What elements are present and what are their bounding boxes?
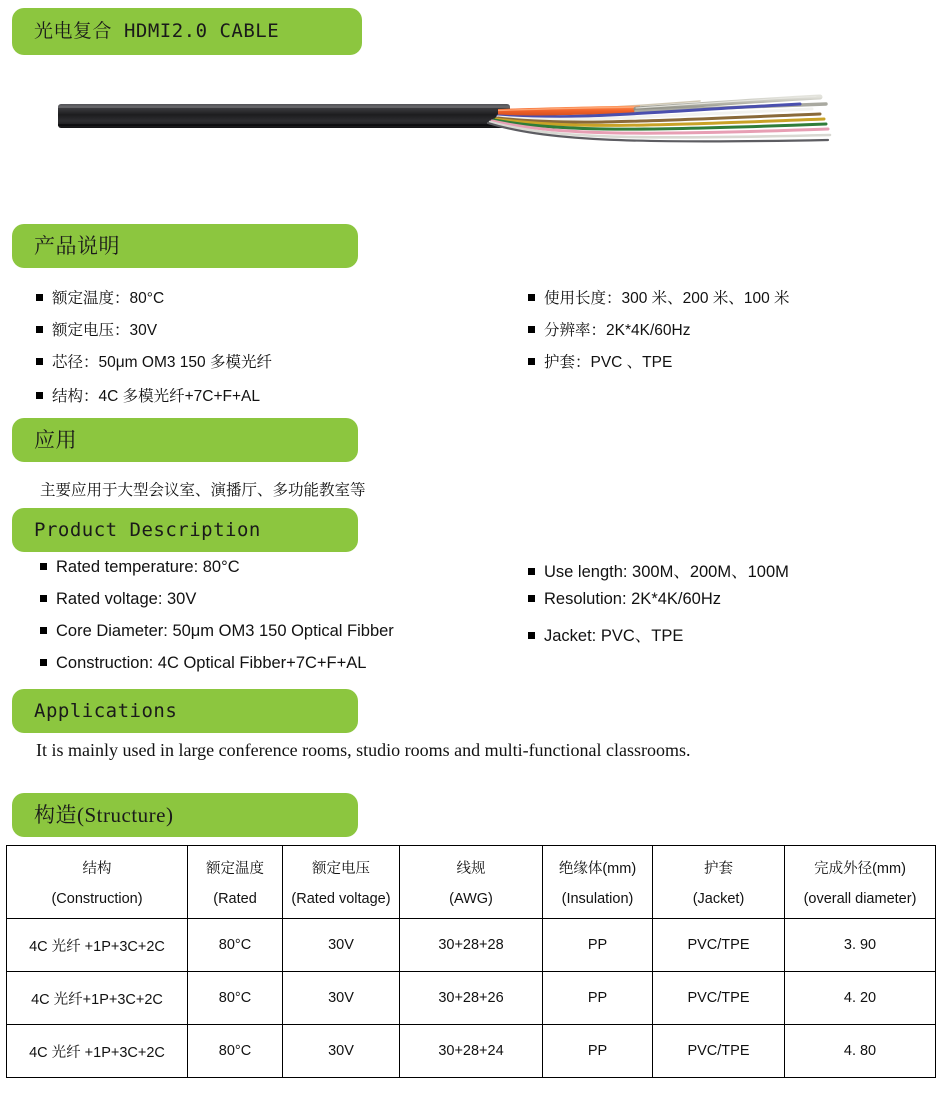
list-item-label: Construction: 4C Optical Fibber+7C+F+AL [56,654,367,672]
header-en: (Insulation) [561,891,634,907]
list-item [528,590,789,622]
header-en: (Rated voltage) [291,891,391,907]
header-en: (Jacket) [692,891,745,907]
cell-rated-voltage: 30V [283,919,400,972]
square-bullet-icon [528,294,535,301]
section-header-applications-en [12,689,358,733]
list-item [528,558,789,590]
square-bullet-icon [36,326,43,333]
page-title-bar [12,8,362,55]
table-row [7,1025,936,1078]
table-header-awg [400,846,543,919]
list-item [36,350,272,384]
list-item [40,654,394,686]
table-row [7,919,936,972]
list-item-label: Rated temperature: 80°C [56,558,240,576]
square-bullet-icon [528,568,535,575]
section-header-label: 构造(Structure) [34,802,174,827]
header-en: (AWG) [449,891,493,907]
cell-rated-temperature: 80°C [188,1025,283,1078]
product-image [0,80,941,185]
list-item [40,622,394,654]
cell-insulation: PP [543,1025,653,1078]
list-item [528,350,790,384]
header-cn: 绝缘体(mm) [558,861,637,877]
list-item-label: 分辨率：2K*4K/60Hz [544,322,691,339]
header-cn: 线规 [456,861,486,877]
cell-jacket: PVC/TPE [653,1025,785,1078]
square-bullet-icon [528,632,535,639]
square-bullet-icon [528,326,535,333]
section-header-product-description-cn [12,224,358,268]
list-item [36,384,272,416]
list-item [40,558,394,590]
section-header-structure [12,793,358,837]
square-bullet-icon [528,358,535,365]
square-bullet-icon [40,563,47,570]
applications-en-body: It is mainly used in large conference rooms, studio rooms and multi-functional classrooms. [36,740,691,760]
list-item-label: Use length: 300M、200M、100M [544,563,789,581]
product-description-cn-left-list [36,286,272,416]
table-header-insulation [543,846,653,919]
cell-jacket: PVC/TPE [653,972,785,1025]
header-cn: 护套 [704,861,733,877]
applications-cn-body: 主要应用于大型会议室、演播厅、多功能教室等 [40,482,366,499]
list-item-label: 护套：PVC 、TPE [544,354,673,371]
page-title: 光电复合 HDMI2.0 CABLE [34,20,280,42]
header-en: (Construction) [51,891,143,907]
cell-construction: 4C 光纤 +1P+3C+2C [7,1025,188,1078]
product-description-en-right-list [528,558,789,654]
cell-insulation: PP [543,972,653,1025]
cell-insulation: PP [543,919,653,972]
header-cn: 额定电压 [312,861,370,877]
table-header-rated-voltage [283,846,400,919]
square-bullet-icon [36,392,43,399]
square-bullet-icon [40,595,47,602]
section-header-product-description-en [12,508,358,552]
list-item [528,622,789,654]
cell-rated-voltage: 30V [283,1025,400,1078]
cell-construction: 4C 光纤+1P+3C+2C [7,972,188,1025]
product-description-cn-right-list [528,286,790,384]
square-bullet-icon [528,595,535,602]
cell-overall-diameter: 3. 90 [785,919,936,972]
section-header-label: Product Description [34,518,261,541]
cell-jacket: PVC/TPE [653,919,785,972]
list-item-label: 芯径：50μm OM3 150 多模光纤 [52,354,272,371]
cell-overall-diameter: 4. 20 [785,972,936,1025]
square-bullet-icon [36,358,43,365]
table-header-jacket [653,846,785,919]
list-item-label: Resolution: 2K*4K/60Hz [544,590,722,608]
square-bullet-icon [40,627,47,634]
cell-awg: 30+28+28 [400,919,543,972]
section-header-label: 应用 [34,427,77,452]
table-header-rated-temperature [188,846,283,919]
list-item-label: Jacket: PVC、TPE [544,627,684,645]
section-header-label: 产品说明 [34,233,120,258]
header-en: (Rated [213,891,257,907]
cell-construction: 4C 光纤 +1P+3C+2C [7,919,188,972]
list-item [528,318,790,350]
cell-awg: 30+28+26 [400,972,543,1025]
list-item-label: 额定电压：30V [52,322,158,339]
structure-table [6,845,936,1078]
table-header-row [7,846,936,919]
table-row [7,972,936,1025]
table-header-construction [7,846,188,919]
list-item-label: 使用长度：300 米、200 米、100 米 [544,290,790,307]
list-item-label: Core Diameter: 50μm OM3 150 Optical Fibber [56,622,394,640]
header-en: (overall diameter) [803,891,917,907]
list-item [528,286,790,318]
cell-rated-temperature: 80°C [188,919,283,972]
table-header-overall-diameter [785,846,936,919]
list-item-label: Rated voltage: 30V [56,590,197,608]
cell-rated-voltage: 30V [283,972,400,1025]
cell-rated-temperature: 80°C [188,972,283,1025]
list-item [40,590,394,622]
section-header-label: Applications [34,699,178,722]
header-cn: 结构 [82,861,112,877]
list-item [36,318,272,350]
cell-overall-diameter: 4. 80 [785,1025,936,1078]
header-cn: 完成外径(mm) [814,861,906,877]
list-item-label: 额定温度：80°C [52,290,165,307]
square-bullet-icon [36,294,43,301]
list-item-label: 结构：4C 多模光纤+7C+F+AL [52,388,261,405]
list-item [36,286,272,318]
header-cn: 额定温度 [206,861,264,877]
cable-jacket-group [58,104,510,128]
section-header-applications-cn [12,418,358,462]
product-description-en-left-list [40,558,394,686]
square-bullet-icon [40,659,47,666]
cell-awg: 30+28+24 [400,1025,543,1078]
